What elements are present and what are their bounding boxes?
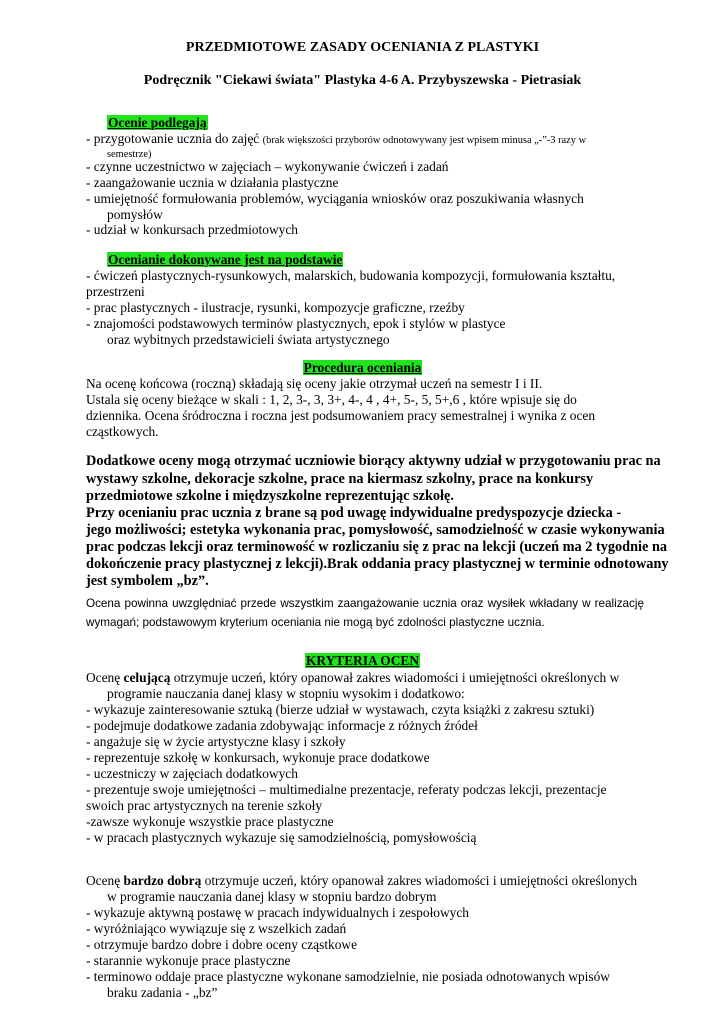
list-item: - prac plastycznych - ilustracje, rysunki, kompozycje graficzne, rzeźby <box>86 300 465 315</box>
list-item: - reprezentuje szkołę w konkursach, wykonuje prace dodatkowe <box>86 750 430 765</box>
grade-intro-continuation: w programie nauczania danej klasy w stopniu bardzo dobrym <box>107 889 437 904</box>
list-item-continuation: pomysłów <box>107 207 163 222</box>
list-item-continuation: braku zadania - „bz” <box>107 985 218 1000</box>
list-item: - zaangażowanie ucznia w działania plastyczne <box>86 175 339 190</box>
list-item-continuation: oraz wybitnych przedstawicieli świata artystycznego <box>107 332 390 347</box>
paragraph-line: Na ocenę końcowa (roczną) składają się oceny jakie otrzymał uczeń na semestr I i II. <box>86 376 543 391</box>
list-item: - w pracach plastycznych wykazuje się samodzielnością, pomysłowością <box>86 830 477 845</box>
bold-paragraph-line: Przy ocenianiu prac ucznia z brane są pod uwagę indywidualne predyspozycje dziecka - <box>86 505 622 521</box>
list-item: - terminowo oddaje prace plastyczne wykonane samodzielnie, nie posiada odnotowanych wpisów <box>86 969 610 984</box>
list-item: - podejmuje dodatkowe zadania zdobywając informacje z różnych źródeł <box>86 718 478 733</box>
list-item: - wyróżniająco wywiązuje się z wszelkich zadań <box>86 921 347 936</box>
list-item: - uczestniczy w zajęciach dodatkowych <box>86 766 298 781</box>
bold-paragraph-line: wystawy szkolne, dekoracje szkolne, prace na kiermasz szkolny, prace na konkursy <box>86 471 594 487</box>
page-subtitle: Podręcznik "Ciekawi świata" Plastyka 4-6 A. Przybyszewska - Pietrasiak <box>143 73 582 88</box>
list-item-continuation: semestrze) <box>107 149 152 160</box>
list-item-continuation: przestrzeni <box>86 284 145 299</box>
paragraph-line: Ustala się oceny bieżące w skali : 1, 2, 3-, 3, 3+, 4-, 4 , 4+, 5-, 5, 5+,6 , które wpisuje się do <box>86 392 577 407</box>
bold-paragraph-line: jego możliwości; estetyka wykonania prac, pomysłowość, samodzielność w czasie wykonywania <box>86 522 665 538</box>
paragraph-line: dziennika. Ocena śródroczna i roczna jest podsumowaniem pracy semestralnej i wynika z ocen <box>86 408 596 423</box>
bold-paragraph-line: prac podczas lekcji oraz terminowość w rozliczaniu się z prac na lekcji (uczeń ma 2 tygodnie na <box>86 539 668 555</box>
list-item: - udział w konkursach przedmiotowych <box>86 222 298 237</box>
list-item: -zawsze wykonuje wszystkie prace plastyczne <box>86 814 334 829</box>
list-item: - wykazuje aktywną postawę w pracach indywidualnych i zespołowych <box>86 905 469 920</box>
list-item: - starannie wykonuje prace plastyczne <box>86 953 291 968</box>
paragraph-line: cząstkowych. <box>86 424 159 439</box>
grade-intro-continuation: programie nauczania danej klasy w stopniu wysokim i dodatkowo: <box>107 686 465 701</box>
list-item: - prezentuje swoje umiejętności – multimedialne prezentacje, referaty podczas lekcji, prezentacje <box>86 782 607 797</box>
page-title: PRZEDMIOTOWE ZASADY OCENIANIA Z PLASTYKI <box>185 40 540 55</box>
list-item: - ćwiczeń plastycznych-rysunkowych, malarskich, budowania kompozycji, formułowania kształtu, <box>86 268 616 283</box>
list-item: - angażuje się w życie artystyczne klasy i szkoły <box>86 734 346 749</box>
list-item: - otrzymuje bardzo dobre i dobre oceny cząstkowe <box>86 937 358 952</box>
note-paragraph: Ocena powinna uwzględniać przede wszystkim zaangażowanie ucznia oraz wysiłek wkładany w realizację wymagań; podstawowym kryterium oceniania nie mogą być zdolności plastyczne ucznia. <box>86 597 644 629</box>
list-item: - przygotowanie ucznia do zajęć (brak większości przyborów odnotowywany jest wpisem minusa „-”-3 razy w <box>86 131 587 146</box>
bold-paragraph-line: jest symbolem „bz”. <box>86 573 209 589</box>
grade-intro-bardzo-dobra: Ocenę bardzo dobrą otrzymuje uczeń, który opanował zakres wiadomości i umiejętności określonych <box>86 873 638 888</box>
section-heading-procedura: Procedura oceniania <box>303 360 422 375</box>
bold-paragraph-line: przedmiotowe szkolne i międzyszkolne reprezentując szkołę. <box>86 488 454 504</box>
list-item: - umiejętność formułowania problemów, wyciągania wniosków oraz poszukiwania własnych <box>86 191 584 206</box>
section-heading-ocenianie-podstawa: Ocenianie dokonywane jest na podstawie <box>108 252 343 267</box>
list-item: - znajomości podstawowych terminów plastycznych, epok i stylów w plastyce <box>86 316 506 331</box>
list-item-continuation: swoich prac artystycznych na terenie szkoły <box>86 798 323 813</box>
grade-intro-celujaca: Ocenę celującą otrzymuje uczeń, który opanował zakres wiadomości i umiejętności określonych w <box>86 670 620 685</box>
section-heading-kryteria: KRYTERIA OCEN <box>306 653 419 668</box>
list-item: - wykazuje zainteresowanie sztuką (bierze udział w wystawach, czyta książki z zakresu sztuki) <box>86 702 595 717</box>
bold-paragraph-line: dokończenie pracy plastycznej z lekcji).Brak oddania pracy plastycznej w terminie odnotowany <box>86 556 669 572</box>
section-heading-ocenie-podlegaja: Ocenie podlegają <box>108 115 207 130</box>
list-item: - czynne uczestnictwo w zajęciach – wykonywanie ćwiczeń i zadań <box>86 159 449 174</box>
bold-paragraph-line: Dodatkowe oceny mogą otrzymać uczniowie biorący aktywny udział w przygotowaniu prac na <box>86 453 661 469</box>
